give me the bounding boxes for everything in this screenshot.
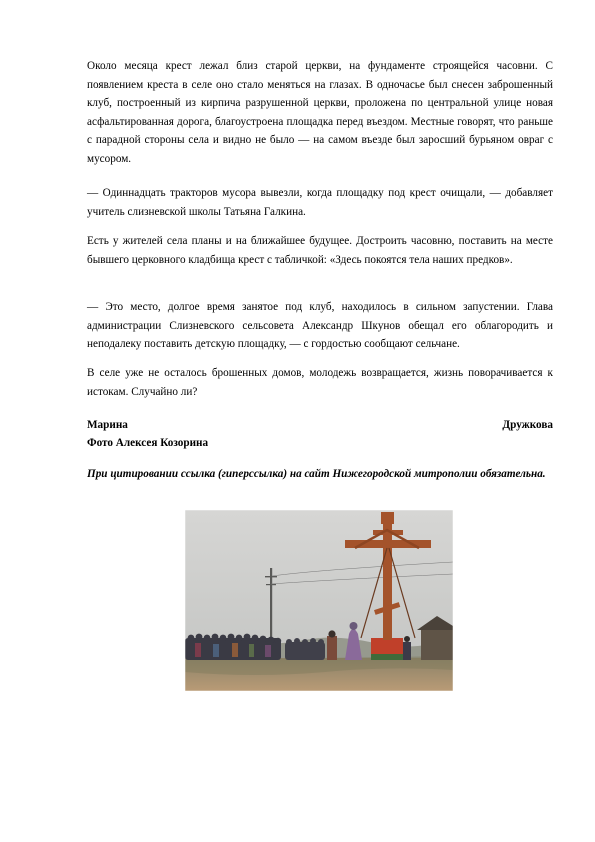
- paragraph-future-plans: Есть у жителей села планы и на ближайшее будущее. Достроить часовню, поставить на месте бывшего церковного кладбища крест с табличкой: «Здесь покоятся тела наших предков».: [87, 235, 553, 266]
- citation-note: При цитировании ссылка (гиперссылка) на сайт Нижегородской митрополии обязательна.: [87, 468, 546, 480]
- paragraph-villagers-quote: — Это место, долгое время занятое под клуб, находилось в сильном запустении. Глава администрации Слизневского сельсовета Александр Шкунов обещал его облагородить и неподалеку поставить детскую площадку, — с гордостью сообщают сельчане.: [87, 301, 553, 351]
- cross-ceremony-photo: [185, 510, 453, 691]
- author-signature: [87, 416, 553, 434]
- paragraph-teacher-quote: — Одиннадцать тракторов мусора вывезли, когда площадку под крест очищали, — добавляет учитель слизневской школы Татьяна Галкина.: [87, 187, 553, 218]
- author-last-name: Дружкова: [502, 419, 553, 431]
- paragraph-conclusion: В селе уже не осталось брошенных домов, молодежь возвращается, жизнь поворачивается к истокам. Случайно ли?: [87, 367, 553, 398]
- paragraph-cross-placement: Около месяца крест лежал близ старой церкви, на фундаменте строящейся часовни. С появлением креста в селе оно стало меняться на глазах. В одночасье был снесен заброшенный клуб, построенный из кирпича разрушенной церкви, проложена по центральной улице новая асфальтированная дорога, благоустроена площадка перед въездом. Местные говорят, что раньше с парадной стороны села и видно не было — на самом въезде был заросший бурьяном овраг с мусором.: [87, 60, 553, 165]
- author-first-name: Марина: [87, 419, 128, 431]
- photo-credit: Фото Алексея Козорина: [87, 437, 209, 449]
